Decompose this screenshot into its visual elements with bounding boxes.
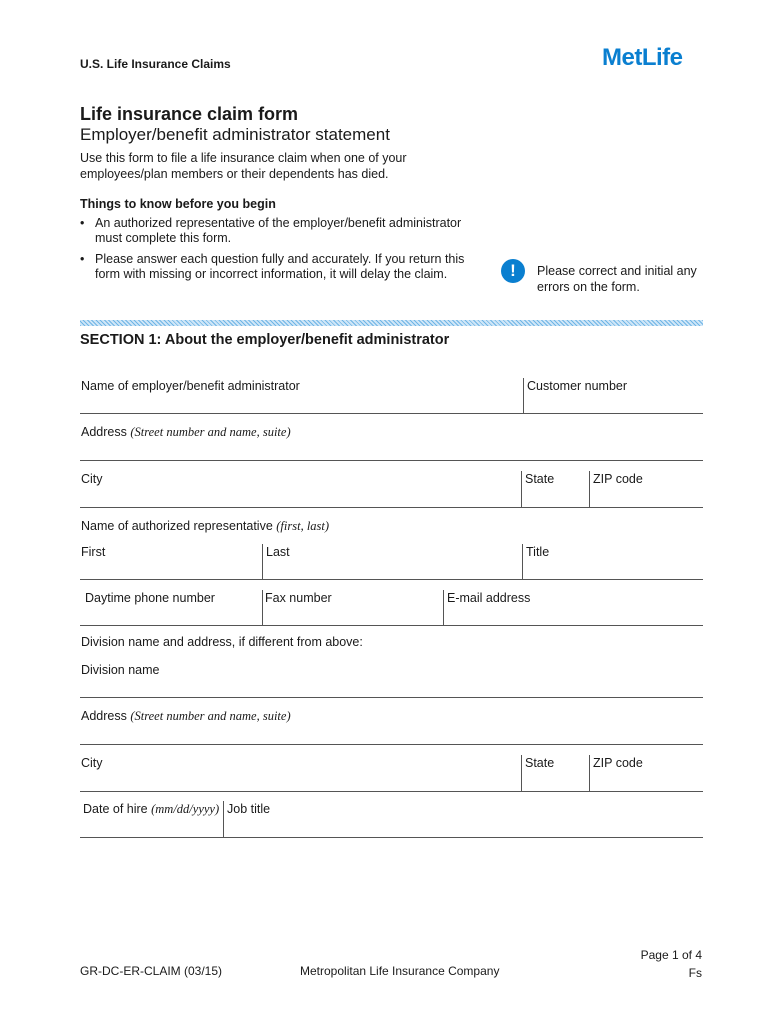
bullet-text: Please answer each question fully and accurately. If you return this form with missing or incorrect information, it will delay the claim.: [95, 252, 465, 281]
zip-label: ZIP code: [593, 472, 643, 486]
header-title: U.S. Life Insurance Claims: [80, 57, 231, 71]
field-divider: [522, 544, 523, 580]
division-state-label: State: [525, 756, 555, 770]
field-underline: [80, 579, 703, 580]
form-title: Life insurance claim form: [80, 104, 299, 124]
fax-label: Fax number: [265, 591, 332, 605]
intro-text: Use this form to file a life insurance claim when one of your employees/plan members or their dependents has died.: [80, 151, 407, 181]
company-name: Metropolitan Life Insurance Company: [300, 964, 500, 978]
field-underline: [80, 507, 703, 508]
exclamation-icon: !: [501, 259, 525, 283]
city-label: City: [81, 472, 103, 486]
things-heading: Things to know before you begin: [80, 197, 276, 211]
division-intro-label: Division name and address, if different from above:: [81, 635, 363, 649]
field-divider: [443, 590, 444, 626]
auth-rep-label: Name of authorized representative (first, last): [81, 519, 330, 533]
field-divider: [589, 755, 590, 791]
bullet-icon: •: [80, 216, 85, 230]
division-name-label: Division name: [81, 663, 160, 677]
last-name-label: Last: [266, 545, 290, 559]
first-name-label: First: [81, 545, 106, 559]
bullet-item: [80, 252, 480, 282]
state-label: State: [525, 472, 555, 486]
field-divider: [223, 801, 224, 837]
field-divider: [521, 471, 522, 507]
hire-date-hint: (mm/dd/yyyy): [151, 802, 220, 816]
daytime-phone-label: Daytime phone number: [85, 591, 215, 605]
section-divider: [80, 320, 703, 326]
job-title-label: Job title: [227, 802, 271, 816]
form-code: GR-DC-ER-CLAIM (03/15): [80, 964, 223, 978]
form-subtitle: Employer/benefit administrator statement: [80, 125, 390, 144]
page-number: Page 1 of 4: [640, 948, 702, 962]
bullet-icon: •: [80, 252, 85, 266]
division-zip-label: ZIP code: [593, 756, 643, 770]
field-divider: [521, 755, 522, 791]
email-label: E-mail address: [447, 591, 531, 605]
field-divider: [262, 544, 263, 580]
field-divider: [523, 378, 524, 413]
bullet-text: An authorized representative of the employer/benefit administrator must complete this form.: [95, 216, 462, 245]
auth-rep-hint: (first, last): [276, 519, 330, 533]
division-address-label: Address (Street number and name, suite): [81, 709, 291, 723]
field-divider: [589, 471, 590, 507]
field-divider: [262, 590, 263, 626]
address-label: Address (Street number and name, suite): [81, 425, 291, 439]
division-address-hint: (Street number and name, suite): [130, 709, 291, 723]
customer-number-label: Customer number: [527, 379, 628, 393]
field-underline: [80, 791, 703, 792]
hire-date-label: Date of hire (mm/dd/yyyy): [83, 802, 220, 816]
employer-name-label: Name of employer/benefit administrator: [81, 379, 300, 393]
division-city-label: City: [81, 756, 103, 770]
field-underline: [80, 697, 703, 698]
bullet-item: [80, 216, 480, 246]
field-underline: [80, 625, 703, 626]
title-label: Title: [526, 545, 550, 559]
field-underline: [80, 413, 703, 414]
address-hint: (Street number and name, suite): [130, 425, 291, 439]
section-title: SECTION 1: About the employer/benefit administrator: [80, 332, 450, 348]
field-underline: [80, 744, 703, 745]
metlife-logo: MetLife: [602, 44, 683, 71]
field-underline: [80, 460, 703, 461]
footer-code: Fs: [688, 966, 702, 980]
alert-text: Please correct and initial any errors on the form.: [537, 264, 697, 294]
field-underline: [80, 837, 703, 838]
